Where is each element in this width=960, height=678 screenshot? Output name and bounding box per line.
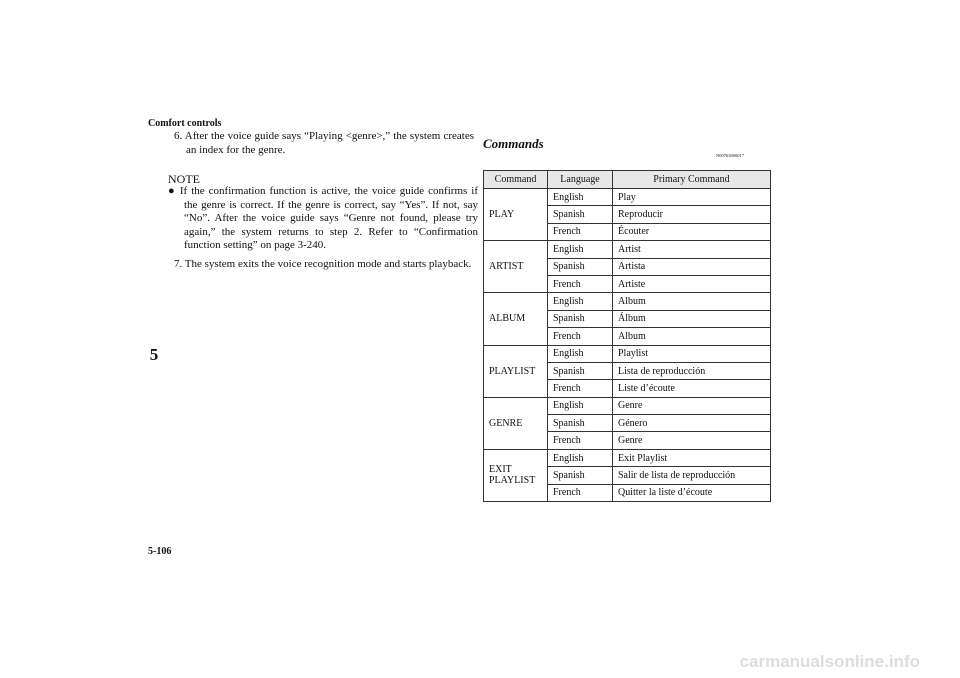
table-row	[484, 449, 771, 466]
primary-command-cell: Genre	[613, 432, 771, 449]
note-text: ● If the confirmation function is active, the voice guide confirms if the genre is correct. If the genre is correct, say “Yes”. If not, say “No”. After the voice guide says “Genre not found, please try again,” the system returns to step 2. Refer to “Confirmation function setting” on page 3-240.	[168, 185, 478, 252]
col-header-command: Command	[484, 171, 548, 189]
primary-command-cell: Album	[613, 293, 771, 310]
language-cell: Spanish	[548, 206, 613, 223]
primary-command-cell: Genre	[613, 397, 771, 414]
table-row	[484, 345, 771, 362]
step-6: 6. After the voice guide says “Playing <genre>,” the system creates an index for the genre.	[174, 130, 474, 156]
table-row	[484, 189, 771, 206]
language-cell: English	[548, 241, 613, 258]
language-cell: English	[548, 397, 613, 414]
language-cell: French	[548, 328, 613, 345]
language-cell: Spanish	[548, 362, 613, 379]
watermark: carmanualsonline.info	[739, 652, 920, 671]
language-cell: French	[548, 432, 613, 449]
primary-command-cell: Artista	[613, 258, 771, 275]
language-cell: Spanish	[548, 310, 613, 327]
language-cell: French	[548, 223, 613, 240]
command-cell: PLAY	[484, 189, 548, 241]
primary-command-cell: Play	[613, 189, 771, 206]
step-7: 7. The system exits the voice recognition mode and starts playback.	[174, 258, 472, 270]
primary-command-cell: Artist	[613, 241, 771, 258]
command-cell: ARTIST	[484, 241, 548, 293]
language-cell: Spanish	[548, 467, 613, 484]
commands-code: N00763800017	[716, 153, 744, 158]
language-cell: English	[548, 189, 613, 206]
command-cell: ALBUM	[484, 293, 548, 345]
language-cell: English	[548, 449, 613, 466]
primary-command-cell: Exit Playlist	[613, 449, 771, 466]
col-header-language: Language	[548, 171, 613, 189]
table-row	[484, 293, 771, 310]
language-cell: French	[548, 380, 613, 397]
primary-command-cell: Lista de reproducción	[613, 362, 771, 379]
primary-command-cell: Salir de lista de reproducción	[613, 467, 771, 484]
primary-command-cell: Género	[613, 415, 771, 432]
primary-command-cell: Artiste	[613, 275, 771, 292]
command-cell: GENRE	[484, 397, 548, 449]
command-cell: EXIT PLAYLIST	[484, 449, 548, 501]
primary-command-cell: Album	[613, 328, 771, 345]
language-cell: English	[548, 345, 613, 362]
table-row	[484, 241, 771, 258]
col-header-primary-command: Primary Command	[613, 171, 771, 189]
primary-command-cell: Quitter la liste d’écoute	[613, 484, 771, 501]
note-heading: NOTE	[168, 172, 200, 186]
language-cell: French	[548, 484, 613, 501]
section-tab: 5	[149, 345, 159, 364]
commands-title: Commands	[483, 136, 544, 151]
primary-command-cell: Écouter	[613, 223, 771, 240]
language-cell: Spanish	[548, 258, 613, 275]
table-row	[484, 397, 771, 414]
section-header: Comfort controls	[148, 118, 222, 129]
language-cell: English	[548, 293, 613, 310]
primary-command-cell: Reproducir	[613, 206, 771, 223]
primary-command-cell: Playlist	[613, 345, 771, 362]
primary-command-cell: Liste d’écoute	[613, 380, 771, 397]
command-cell: PLAYLIST	[484, 345, 548, 397]
language-cell: Spanish	[548, 415, 613, 432]
page-number: 5-106	[148, 546, 172, 557]
language-cell: French	[548, 275, 613, 292]
commands-table	[483, 170, 771, 502]
primary-command-cell: Álbum	[613, 310, 771, 327]
